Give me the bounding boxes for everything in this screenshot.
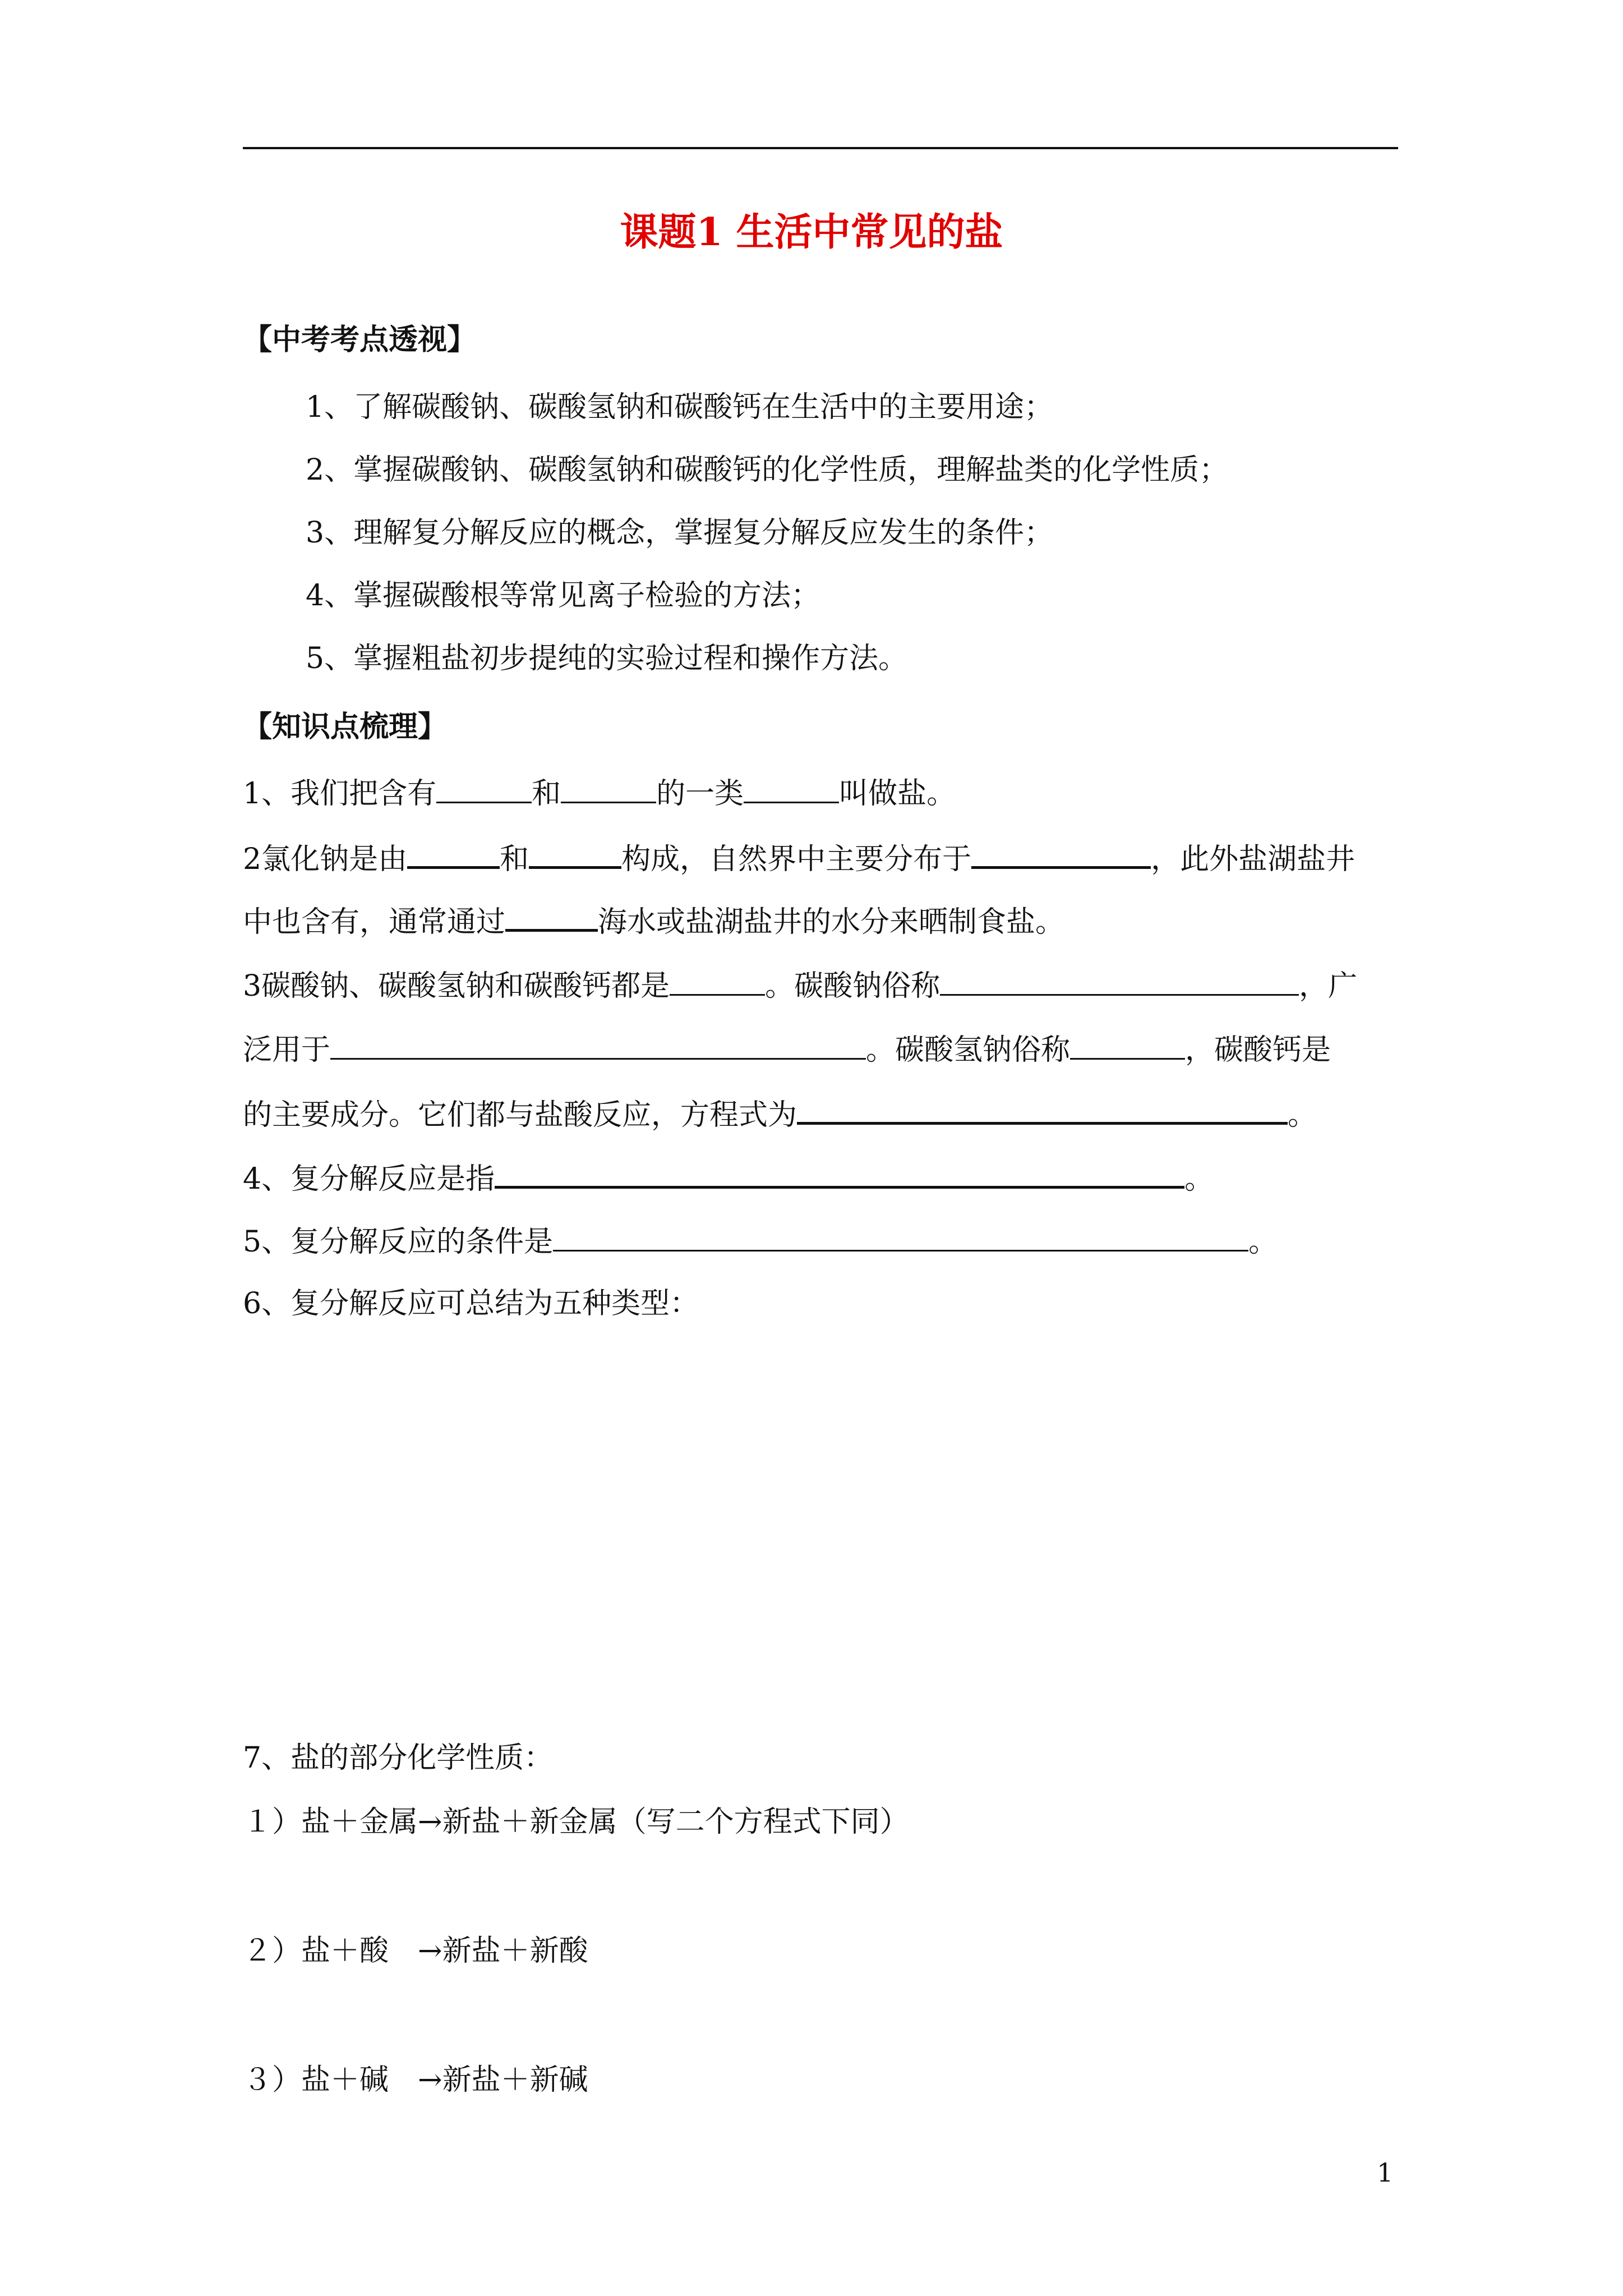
exam-point-2: 2、掌握碳酸钠、碳酸氢钠和碳酸钙的化学性质，理解盐类的化学性质； <box>306 453 1229 487</box>
knowledge-header: 【知识点梳理】 <box>243 710 448 744</box>
answer-blank[interactable] <box>436 777 532 803</box>
question-2-line-2 <box>243 904 1064 937</box>
answer-blank[interactable] <box>561 777 656 803</box>
q5-text-b: 。 <box>1248 1225 1278 1259</box>
answer-blank[interactable] <box>553 1225 1248 1251</box>
q4-text-b: 。 <box>1184 1162 1214 1196</box>
answer-blank[interactable] <box>505 904 598 932</box>
q1-text-b: 和 <box>532 777 561 811</box>
exam-point-5: 5、掌握粗盐初步提纯的实验过程和操作方法。 <box>306 642 908 675</box>
q2-text-a: 2氯化钠是由 <box>243 843 408 876</box>
question-3-line-3 <box>243 1097 1317 1130</box>
q2-text-b: 和 <box>500 843 529 876</box>
answer-blank[interactable] <box>495 1161 1184 1189</box>
q1-text-c: 的一类 <box>656 777 744 811</box>
answer-blank[interactable] <box>940 969 1299 996</box>
q3-text-f: ，碳酸钙是 <box>1185 1033 1331 1067</box>
q3-text-g: 的主要成分。它们都与盐酸反应，方程式为 <box>243 1098 797 1132</box>
answer-blank[interactable] <box>670 969 765 996</box>
q2-text-d: ，此外盐湖盐井 <box>1151 843 1355 876</box>
q3-text-a: 3碳酸钠、碳酸氢钠和碳酸钙都是 <box>243 969 670 1003</box>
question-3-line-1 <box>243 969 1357 1001</box>
q1-text-a: 1、我们把含有 <box>243 777 437 811</box>
question-2-line-1 <box>243 841 1355 874</box>
header-rule <box>243 147 1398 149</box>
exam-points-header: 【中考考点透视】 <box>243 323 477 357</box>
q3-text-d: 泛用于 <box>243 1033 331 1067</box>
question-1 <box>243 777 956 811</box>
answer-blank[interactable] <box>407 841 500 869</box>
q3-text-h: 。 <box>1288 1098 1317 1132</box>
q3-text-c: ，广 <box>1299 969 1358 1003</box>
q2-text-c: 构成，自然界中主要分布于 <box>621 843 972 876</box>
question-4 <box>243 1161 1214 1194</box>
answer-blank[interactable] <box>330 1033 866 1060</box>
q2-text-e: 中也含有，通常通过 <box>243 905 506 939</box>
q4-text-a: 4、复分解反应是指 <box>243 1162 495 1196</box>
q2-text-f: 海水或盐湖盐井的水分来晒制食盐。 <box>598 905 1065 939</box>
q7-item-3: ３）盐＋碱 →新盐＋新碱 <box>243 2063 588 2097</box>
answer-blank[interactable] <box>971 841 1151 869</box>
exam-point-3: 3、理解复分解反应的概念，掌握复分解反应发生的条件； <box>306 516 1054 550</box>
exam-point-1: 1、了解碳酸钠、碳酸氢钠和碳酸钙在生活中的主要用途； <box>306 390 1054 424</box>
answer-blank[interactable] <box>744 777 839 803</box>
q7-item-1: １）盐＋金属→新盐＋新金属（写二个方程式下同） <box>243 1805 909 1839</box>
q3-text-e: 。碳酸氢钠俗称 <box>866 1033 1071 1067</box>
question-7: 7、盐的部分化学性质： <box>243 1741 554 1775</box>
exam-point-4: 4、掌握碳酸根等常见离子检验的方法； <box>306 579 820 613</box>
q3-text-b: 。碳酸钠俗称 <box>765 969 940 1003</box>
page-number: 1 <box>1377 2157 1394 2188</box>
question-6: 6、复分解反应可总结为五种类型： <box>243 1287 699 1320</box>
q1-text-d: 叫做盐。 <box>839 777 956 811</box>
q5-text-a: 5、复分解反应的条件是 <box>243 1225 554 1259</box>
q7-item-2: ２）盐＋酸 →新盐＋新酸 <box>243 1934 588 1968</box>
answer-blank[interactable] <box>797 1097 1288 1125</box>
answer-blank[interactable] <box>529 841 621 869</box>
answer-blank[interactable] <box>1070 1033 1185 1060</box>
question-5 <box>243 1225 1278 1257</box>
question-3-line-2 <box>243 1033 1331 1065</box>
page-title: 课题1 生活中常见的盐 <box>620 210 1003 255</box>
